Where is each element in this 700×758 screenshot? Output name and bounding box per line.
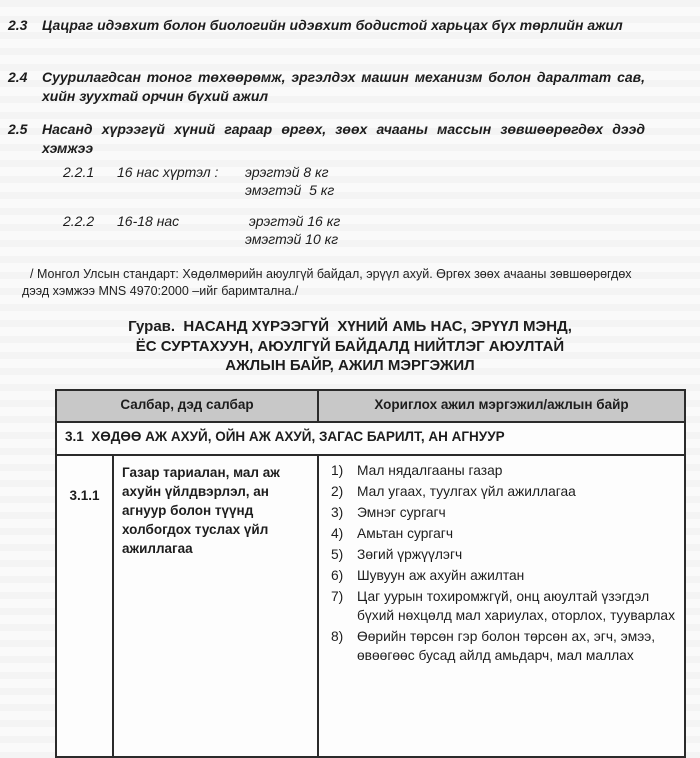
table-header-row xyxy=(57,391,684,423)
limit-values xyxy=(245,163,334,199)
list-item-marker: 4) xyxy=(331,526,344,541)
row-sector-cell: Газар тариалан, мал аж ахуйн үйлдвэрлэл, ан агнуур болон түүнд холбогдох туслах үйл ажиллагаа xyxy=(114,456,319,756)
list-item-text: Эмнэг сургагч xyxy=(357,505,446,520)
chapter-heading xyxy=(0,317,700,376)
list-item-marker: 5) xyxy=(331,547,344,562)
list-item-marker: 8) xyxy=(331,629,344,644)
row-prohibited-list-cell xyxy=(319,456,684,756)
limit-female-value: эмэгтэй 5 кг xyxy=(245,182,335,198)
clause-number: 2.4 xyxy=(8,69,28,85)
list-item xyxy=(331,627,680,665)
limit-male-value: эрэгтэй 8 кг xyxy=(245,164,329,180)
table-row-3-1-1 xyxy=(57,456,684,756)
list-item-marker: 6) xyxy=(331,568,344,583)
chapter-heading-line1: Гурав. НАСАНД ХҮРЭЭГҮЙ ХҮНИЙ АМЬ НАС, ЭРҮҮЛ МЭНД, xyxy=(128,318,572,335)
list-item xyxy=(331,461,680,480)
clause-text: Цацраг идэвхит болон биологийн идэвхит бодистой харьцах бүх төрлийн ажил xyxy=(42,17,623,33)
chapter-heading-line2: ЁС СУРТАХУУН, АЮУЛГҮЙ БАЙДАЛД НИЙТЛЭГ АЮУЛТАЙ xyxy=(135,337,565,355)
list-item xyxy=(331,587,680,625)
clause-text: Суурилагдсан тоног төхөөрөмж, эргэлдэх машин механизм болон даралтат сав, хийн зуухтай орчин бүхий ажил xyxy=(42,69,645,104)
list-item-text: Зөгий үржүүлэгч xyxy=(357,547,463,562)
limit-number: 2.2.1 xyxy=(63,164,95,180)
limit-age-label: 16-18 нас xyxy=(117,213,180,229)
limit-female-value: эмэгтэй 10 кг xyxy=(245,231,339,247)
list-item-text: Өөрийн төрсөн гэр болон төрсөн ах, эгч, эмээ, өвөөгөөс бусад айлд амьдарч, мал маллах xyxy=(357,629,656,663)
list-item xyxy=(331,545,680,564)
weight-limit-2-2-2 xyxy=(63,212,340,248)
list-item xyxy=(331,566,680,585)
list-item-text: Шувуун аж ахуйн ажилтан xyxy=(357,568,525,583)
clause-number: 2.5 xyxy=(8,121,28,137)
list-item-marker: 3) xyxy=(331,505,344,520)
list-item xyxy=(331,503,680,522)
clause-2-5 xyxy=(8,120,645,158)
prohibited-jobs-table xyxy=(55,389,686,758)
list-item-marker: 1) xyxy=(331,463,344,478)
standard-note: / Монгол Улсын стандарт: Хөдөлмөрийн аюулгүй байдал, эрүүл ахуй. Өргөх зөөх ачааны зөвшөөрөгдөх дээд хэмжээ MNS 4970:2000 –ийг баримтална./ xyxy=(22,267,632,298)
limit-values xyxy=(245,212,340,248)
table-header-prohibited: Хориглох ажил мэргэжил/ажлын байр xyxy=(374,397,629,412)
table-header-sector: Салбар, дэд салбар xyxy=(57,391,319,421)
clause-2-4 xyxy=(8,68,645,106)
list-item xyxy=(331,524,680,543)
list-item-text: Мал нядалгааны газар xyxy=(357,463,503,478)
list-item-marker: 2) xyxy=(331,484,344,499)
limit-age-label: 16 нас хүртэл : xyxy=(117,164,219,180)
list-item-text: Мал угаах, туулгах үйл ажиллагаа xyxy=(357,484,576,499)
clause-number: 2.3 xyxy=(8,17,28,33)
clause-2-3 xyxy=(8,16,645,35)
row-number-cell: 3.1.1 xyxy=(57,456,114,756)
list-item-text: Цаг уурын тохиромжгүй, онц аюултай үзэгдэл бүхий нөхцөлд мал хариулах, оторлох, тууварлах xyxy=(357,589,676,623)
limit-number: 2.2.2 xyxy=(63,213,95,229)
list-item-marker: 7) xyxy=(331,589,344,604)
list-item-text: Амьтан сургагч xyxy=(357,526,454,541)
weight-limit-2-2-1 xyxy=(63,163,334,199)
table-section-row-3-1: 3.1 ХӨДӨӨ АЖ АХУЙ, ОЙН АЖ АХУЙ, ЗАГАС БАРИЛТ, АН АГНУУР xyxy=(57,423,684,456)
clause-text: Насанд хүрээгүй хүний гараар өргөх, зөөх ачааны массын зөвшөөрөгдөх дээд хэмжээ xyxy=(42,121,645,156)
chapter-heading-line3: АЖЛЫН БАЙР, АЖИЛ МЭРГЭЖИЛ xyxy=(225,357,475,374)
limit-male-value: эрэгтэй 16 кг xyxy=(245,213,341,229)
list-item xyxy=(331,482,680,501)
